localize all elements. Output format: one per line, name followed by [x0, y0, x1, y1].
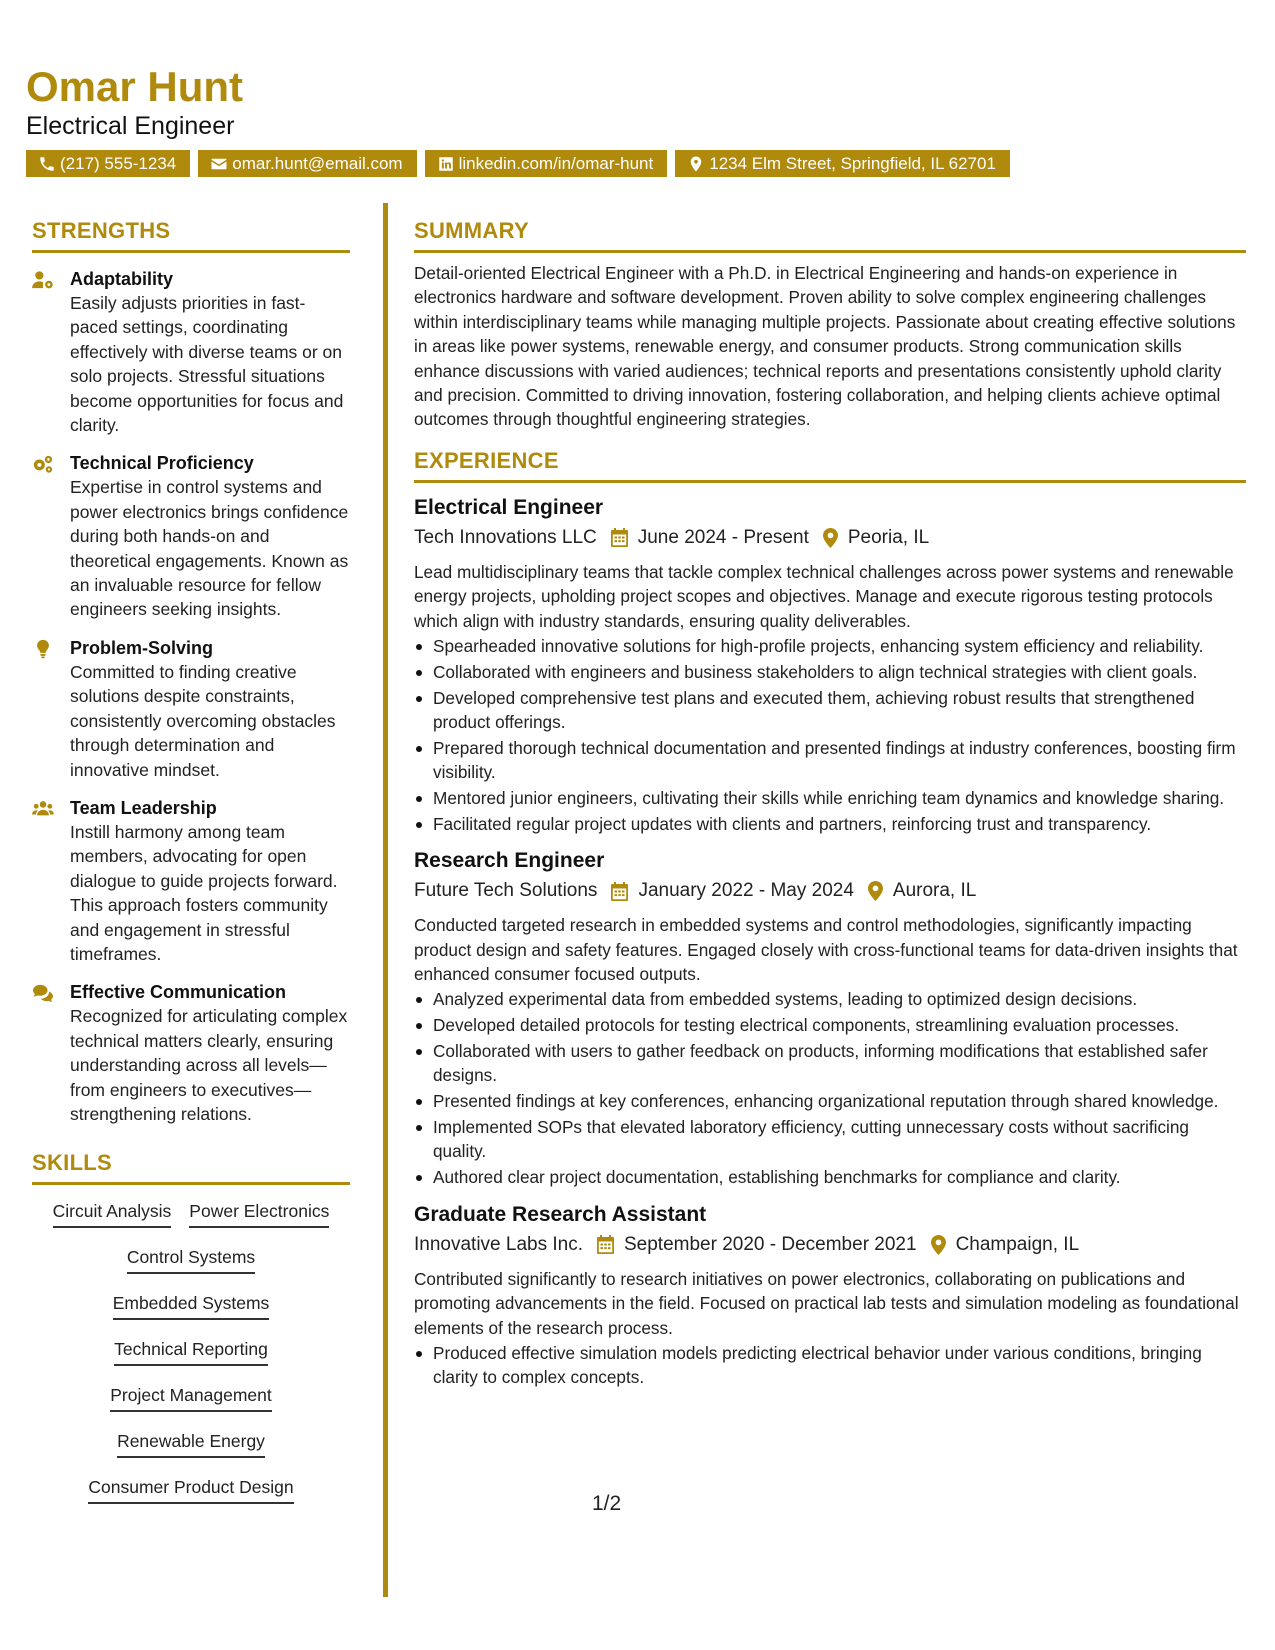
- job-dates: September 2020 - December 2021: [624, 1233, 917, 1255]
- contact-email-text: omar.hunt@email.com: [232, 153, 403, 173]
- job-bullet: Presented findings at key conferences, enhancing organizational reputation through shared knowledge.: [414, 1089, 1246, 1113]
- resume-header: [26, 62, 1256, 177]
- experience-entry: [414, 493, 1246, 836]
- contact-address: [675, 150, 1010, 177]
- contact-bar: [26, 150, 1256, 177]
- map-pin-icon: [931, 1235, 946, 1255]
- strength-title: Effective Communication: [70, 982, 287, 1003]
- job-description: Conducted targeted research in embedded systems and control methodologies, significantly impacting product design and safety features. Engaged closely with cross-functional teams for data-driven insights that enhanced consumer focused outputs.: [414, 915, 1238, 985]
- experience-entry: [414, 846, 1246, 1189]
- job-company: Tech Innovations LLC: [414, 526, 597, 548]
- right-column: [414, 214, 1246, 1391]
- job-bullet: Mentored junior engineers, cultivating their skills while enriching team dynamics and knowledge sharing.: [414, 786, 1246, 810]
- skill-tag: Power Electronics: [189, 1199, 329, 1228]
- strength-text: Easily adjusts priorities in fast-paced settings, coordinating effectively with diverse teams or on solo projects. Stressful situations become opportunities for focus and clarity.: [70, 293, 344, 436]
- skill-tag: Embedded Systems: [113, 1291, 270, 1320]
- strength-title: Technical Proficiency: [70, 453, 254, 474]
- calendar-icon: [597, 1235, 614, 1254]
- job-bullet: Implemented SOPs that elevated laboratory efficiency, cutting unnecessary costs without sacrificing quality.: [414, 1115, 1246, 1164]
- job-company: Future Tech Solutions: [414, 880, 598, 902]
- job-title: Research Engineer: [414, 849, 605, 873]
- contact-linkedin-text: linkedin.com/in/omar-hunt: [458, 153, 654, 173]
- strength-title: Team Leadership: [70, 797, 217, 818]
- summary-heading: SUMMARY: [414, 214, 1246, 253]
- candidate-name: Omar Hunt: [26, 63, 244, 110]
- skill-tag: Consumer Product Design: [88, 1475, 293, 1504]
- candidate-role: Electrical Engineer: [26, 112, 235, 140]
- comments-icon: [32, 980, 70, 1126]
- page-number: 1/2: [592, 1492, 622, 1515]
- cogs-icon: [32, 451, 70, 621]
- linkedin-icon: [437, 155, 455, 173]
- map-pin-icon: [823, 528, 838, 548]
- strength-title: Adaptability: [70, 269, 174, 289]
- skill-tag: Project Management: [110, 1383, 271, 1412]
- job-bullet: Analyzed experimental data from embedded systems, leading to optimized design decisions.: [414, 987, 1246, 1011]
- job-company: Innovative Labs Inc.: [414, 1233, 583, 1255]
- strengths-heading: STRENGTHS: [32, 214, 350, 253]
- strength-text: Expertise in control systems and power electronics brings confidence during both hands-on and theoretical engagements. Known as an invaluable resource for fellow engineers seeking insights.: [70, 477, 349, 620]
- job-bullet: Collaborated with users to gather feedback on products, informing modifications that established safer designs.: [414, 1039, 1246, 1088]
- experience-heading: EXPERIENCE: [414, 444, 1246, 483]
- job-dates: January 2022 - May 2024: [638, 880, 854, 902]
- job-location: Champaign, IL: [955, 1233, 1080, 1255]
- job-bullets: [414, 634, 1246, 836]
- job-location: Peoria, IL: [847, 526, 930, 548]
- contact-email[interactable]: [198, 150, 416, 177]
- strength-text: Instill harmony among team members, advocating for open dialogue to guide projects forward. This approach fosters community and engagement in stressful timeframes.: [70, 821, 338, 964]
- job-bullet: Produced effective simulation models predicting electrical behavior under various conditions, bringing clarity to complex concepts.: [414, 1341, 1246, 1390]
- job-bullet: Collaborated with engineers and business stakeholders to align technical strategies with client goals.: [414, 660, 1246, 684]
- strength-title: Problem-Solving: [70, 637, 214, 658]
- strength-text: Recognized for articulating complex technical matters clearly, ensuring understanding across all levels—from engineers to executives—strengthening relations.: [70, 1006, 348, 1124]
- skills-heading: SKILLS: [32, 1146, 350, 1185]
- calendar-icon: [611, 882, 628, 901]
- calendar-icon: [611, 528, 628, 547]
- job-bullet: Spearheaded innovative solutions for high-profile projects, enhancing system efficiency and reliability.: [414, 634, 1246, 658]
- strength-item: [32, 980, 350, 1126]
- contact-linkedin[interactable]: [425, 150, 668, 177]
- users-icon: [32, 796, 70, 966]
- job-title: Graduate Research Assistant: [414, 1202, 707, 1226]
- left-column: [32, 214, 350, 1521]
- job-bullet: Authored clear project documentation, establishing benchmarks for compliance and clarity.: [414, 1165, 1246, 1189]
- job-bullets: [414, 1341, 1246, 1390]
- skill-tag: Renewable Energy: [117, 1429, 265, 1458]
- strength-text: Committed to finding creative solutions despite constraints, consistently overcoming obstacles through determination and innovative mindset.: [70, 661, 336, 780]
- job-location: Aurora, IL: [892, 880, 977, 902]
- map-pin-icon: [687, 155, 705, 173]
- experience-entry: [414, 1200, 1246, 1390]
- phone-icon: [38, 155, 56, 173]
- strength-item: [32, 796, 350, 966]
- strength-item: [32, 451, 350, 621]
- job-title: Electrical Engineer: [414, 495, 604, 519]
- job-bullet: Developed comprehensive test plans and executed them, achieving robust results that strengthened product offerings.: [414, 686, 1246, 735]
- skill-tag: Circuit Analysis: [53, 1199, 172, 1228]
- contact-address-text: 1234 Elm Street, Springfield, IL 62701: [709, 153, 996, 173]
- job-dates: June 2024 - Present: [637, 526, 809, 548]
- contact-phone-text: (217) 555-1234: [60, 153, 177, 173]
- skill-tag: Technical Reporting: [114, 1337, 268, 1366]
- strength-item: [32, 267, 350, 437]
- skills-list: [32, 1199, 350, 1504]
- envelope-icon: [210, 155, 228, 173]
- summary-text: Detail-oriented Electrical Engineer with a Ph.D. in Electrical Engineering and hands-on experience in electronics hardware and software development. Proven ability to solve complex engineering challenges within interdisciplinary teams while managing multiple projects. Passionate about creating effective solutions in areas like power systems, renewable energy, and consumer products. Strong communication skills enhance discussions with varied audiences; technical reports and presentations consistently uphold clarity and precision. Committed to driving innovation, fostering collaboration, and helping clients achieve optimal outcomes through thoughtful engineering strategies.: [414, 263, 1236, 430]
- column-divider: [383, 203, 388, 1597]
- skill-tag: Control Systems: [127, 1245, 255, 1274]
- job-description: Contributed significantly to research initiatives on power electronics, collaborating on publications and promoting advancements in the field. Focused on practical lab tests and simulation modeling as foundational elements of the research process.: [414, 1268, 1239, 1338]
- job-description: Lead multidisciplinary teams that tackle complex technical challenges across power systems and renewable energy projects, upholding project scopes and objectives. Manage and execute rigorous testing protocols which align with industry standards, ensuring quality deliverables.: [414, 561, 1234, 631]
- strength-item: [32, 636, 350, 782]
- user-gear-icon: [32, 267, 70, 437]
- job-bullet: Developed detailed protocols for testing electrical components, streamlining evaluation processes.: [414, 1013, 1246, 1037]
- job-bullets: [414, 987, 1246, 1189]
- map-pin-icon: [868, 881, 883, 901]
- job-bullet: Facilitated regular project updates with clients and partners, reinforcing trust and transparency.: [414, 812, 1246, 836]
- job-bullet: Prepared thorough technical documentation and presented findings at industry conferences, boosting firm visibility.: [414, 736, 1246, 785]
- lightbulb-icon: [32, 636, 70, 782]
- contact-phone[interactable]: [26, 150, 190, 177]
